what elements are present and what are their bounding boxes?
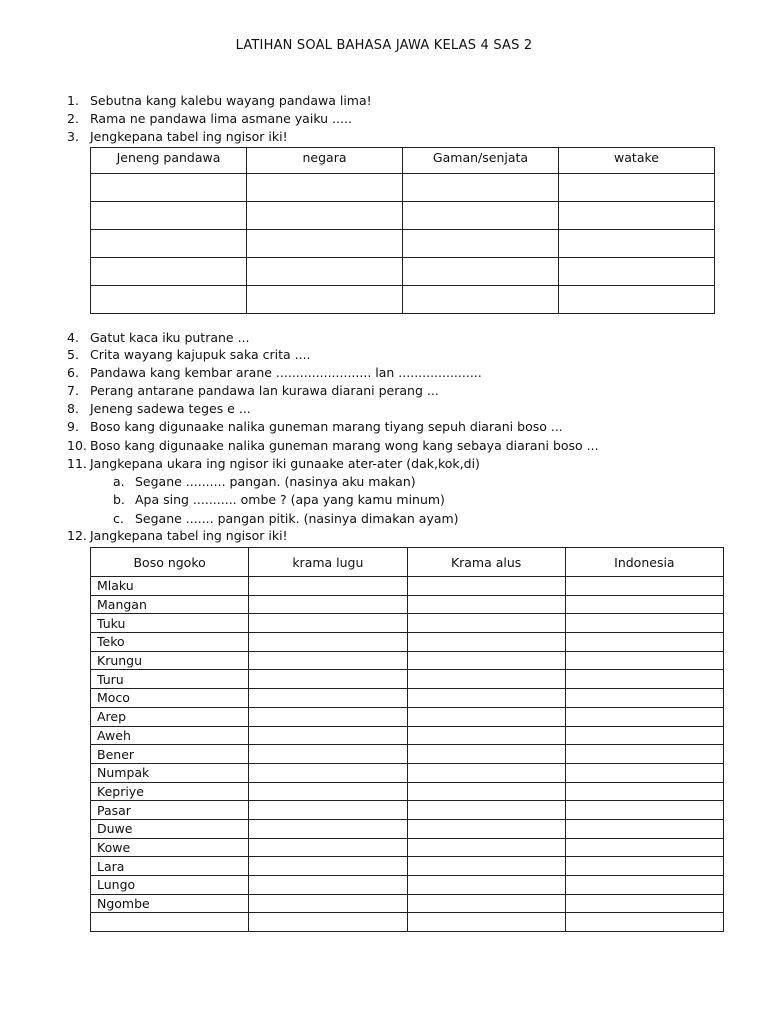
answer-cell[interactable] [249,633,407,652]
answer-cell[interactable] [565,763,723,782]
question-4: 4. Gatut kaca iku putrane ... [67,330,250,345]
ngoko-word-cell: Lungo [91,876,249,895]
column-header: Boso ngoko [91,548,249,577]
question-2: 2. Rama ne pandawa lima asmane yaiku ..... [67,111,352,126]
answer-cell[interactable] [407,707,565,726]
table-row [91,801,724,820]
answer-cell[interactable] [91,286,247,314]
answer-cell[interactable] [249,819,407,838]
table-row [91,782,724,801]
answer-cell[interactable] [249,913,407,932]
answer-cell[interactable] [565,876,723,895]
ngoko-word-cell: Bener [91,745,249,764]
answer-cell[interactable] [249,801,407,820]
table-row [91,651,724,670]
table-row [91,614,724,633]
answer-cell[interactable] [249,577,407,596]
column-header: Jeneng pandawa [91,148,247,174]
answer-cell[interactable] [407,801,565,820]
answer-cell[interactable] [403,258,559,286]
answer-cell[interactable] [249,689,407,708]
answer-cell[interactable] [249,745,407,764]
answer-cell[interactable] [403,202,559,230]
question-6: 6. Pandawa kang kembar arane ........................ lan ..................... [67,365,482,380]
column-header: negara [247,148,403,174]
ngoko-word-cell: Turu [91,670,249,689]
ngoko-word-cell: Duwe [91,819,249,838]
answer-cell[interactable] [407,633,565,652]
answer-cell[interactable] [249,670,407,689]
question-5: 5. Crita wayang kajupuk saka crita .... [67,347,311,362]
answer-cell[interactable] [249,876,407,895]
answer-cell[interactable] [407,782,565,801]
table-row [91,258,715,286]
answer-cell[interactable] [249,651,407,670]
answer-cell[interactable] [565,707,723,726]
answer-cell[interactable] [559,202,715,230]
vocabulary-table [90,547,724,932]
subitem-a: a. Segane .......... pangan. (nasinya aku makan) [113,474,416,489]
answer-cell[interactable] [91,258,247,286]
ngoko-word-cell: Pasar [91,801,249,820]
answer-cell[interactable] [249,763,407,782]
answer-cell[interactable] [407,819,565,838]
answer-cell[interactable] [247,258,403,286]
answer-cell[interactable] [565,577,723,596]
answer-cell[interactable] [407,857,565,876]
ngoko-word-cell: Arep [91,707,249,726]
answer-cell[interactable] [247,230,403,258]
table-row [91,595,724,614]
answer-cell[interactable] [407,876,565,895]
answer-cell[interactable] [407,726,565,745]
answer-cell[interactable] [91,174,247,202]
answer-cell[interactable] [249,595,407,614]
answer-cell[interactable] [565,745,723,764]
answer-cell[interactable] [247,202,403,230]
table-row [91,202,715,230]
ngoko-word-cell: Moco [91,689,249,708]
answer-cell[interactable] [407,745,565,764]
answer-cell[interactable] [565,651,723,670]
answer-cell[interactable] [403,230,559,258]
answer-cell[interactable] [403,286,559,314]
pandawa-table [90,147,715,314]
answer-cell[interactable] [407,838,565,857]
table-row [91,857,724,876]
subitem-c: c. Segane ....... pangan pitik. (nasinya dimakan ayam) [113,511,459,526]
column-header: Krama alus [407,548,565,577]
answer-cell[interactable] [403,174,559,202]
answer-cell[interactable] [91,230,247,258]
column-header: krama lugu [249,548,407,577]
answer-cell[interactable] [247,174,403,202]
table-row [91,230,715,258]
answer-cell[interactable] [249,838,407,857]
answer-cell[interactable] [565,782,723,801]
table-row [91,689,724,708]
answer-cell[interactable] [565,838,723,857]
answer-cell[interactable] [565,913,723,932]
ngoko-word-cell: Numpak [91,763,249,782]
table-header-row [91,548,724,577]
answer-cell[interactable] [407,913,565,932]
ngoko-word-cell: Lara [91,857,249,876]
table-row [91,174,715,202]
answer-cell[interactable] [407,670,565,689]
ngoko-word-cell: Mangan [91,595,249,614]
answer-cell[interactable] [249,707,407,726]
answer-cell[interactable] [565,801,723,820]
question-12: 12. Jangkepana tabel ing ngisor iki! [67,528,288,543]
answer-cell[interactable] [565,689,723,708]
answer-cell[interactable] [565,894,723,913]
question-9: 9. Boso kang digunaake nalika guneman marang tiyang sepuh diarani boso ... [67,419,563,434]
answer-cell[interactable] [407,689,565,708]
table-row [91,819,724,838]
table-row [91,726,724,745]
answer-cell[interactable] [559,286,715,314]
table-row [91,577,724,596]
answer-cell[interactable] [249,726,407,745]
subitem-b: b. Apa sing ........... ombe ? (apa yang kamu minum) [113,492,445,507]
question-1: 1. Sebutna kang kalebu wayang pandawa lima! [67,93,372,108]
table-row [91,838,724,857]
worksheet-title: LATIHAN SOAL BAHASA JAWA KELAS 4 SAS 2 [235,38,533,53]
answer-cell[interactable] [407,894,565,913]
answer-cell[interactable] [249,782,407,801]
answer-cell[interactable] [249,614,407,633]
ngoko-word-cell: Teko [91,633,249,652]
column-header: watake [559,148,715,174]
answer-cell[interactable] [407,651,565,670]
answer-cell[interactable] [407,595,565,614]
answer-cell[interactable] [247,286,403,314]
ngoko-word-cell: Kepriye [91,782,249,801]
question-10: 10. Boso kang digunaake nalika guneman marang wong kang sebaya diarani boso ... [67,438,599,453]
table-row [91,670,724,689]
ngoko-word-cell: Kowe [91,838,249,857]
answer-cell[interactable] [559,258,715,286]
answer-cell[interactable] [565,726,723,745]
answer-cell[interactable] [407,763,565,782]
column-header: Indonesia [565,548,723,577]
answer-cell[interactable] [91,202,247,230]
answer-cell[interactable] [249,894,407,913]
ngoko-word-cell: Tuku [91,614,249,633]
answer-cell[interactable] [407,577,565,596]
ngoko-word-cell: Mlaku [91,577,249,596]
answer-cell[interactable] [565,633,723,652]
answer-cell[interactable] [565,614,723,633]
table-row [91,745,724,764]
answer-cell[interactable] [565,819,723,838]
ngoko-word-cell: Aweh [91,726,249,745]
table-row [91,913,724,932]
table-row [91,707,724,726]
ngoko-word-cell [91,913,249,932]
answer-cell[interactable] [249,857,407,876]
question-7: 7. Perang antarane pandawa lan kurawa diarani perang ... [67,383,439,398]
ngoko-word-cell: Ngombe [91,894,249,913]
answer-cell[interactable] [565,670,723,689]
question-11: 11. Jangkepana ukara ing ngisor iki gunaake ater-ater (dak,kok,di) [67,456,480,471]
answer-cell[interactable] [559,230,715,258]
column-header: Gaman/senjata [403,148,559,174]
answer-cell[interactable] [565,857,723,876]
ngoko-word-cell: Krungu [91,651,249,670]
table-row [91,894,724,913]
question-3: 3. Jengkepana tabel ing ngisor iki! [67,129,288,144]
answer-cell[interactable] [407,614,565,633]
answer-cell[interactable] [559,174,715,202]
question-8: 8. Jeneng sadewa teges e ... [67,401,251,416]
table-row [91,763,724,782]
table-row [91,633,724,652]
answer-cell[interactable] [565,595,723,614]
table-row [91,286,715,314]
table-header-row [91,148,715,174]
table-row [91,876,724,895]
